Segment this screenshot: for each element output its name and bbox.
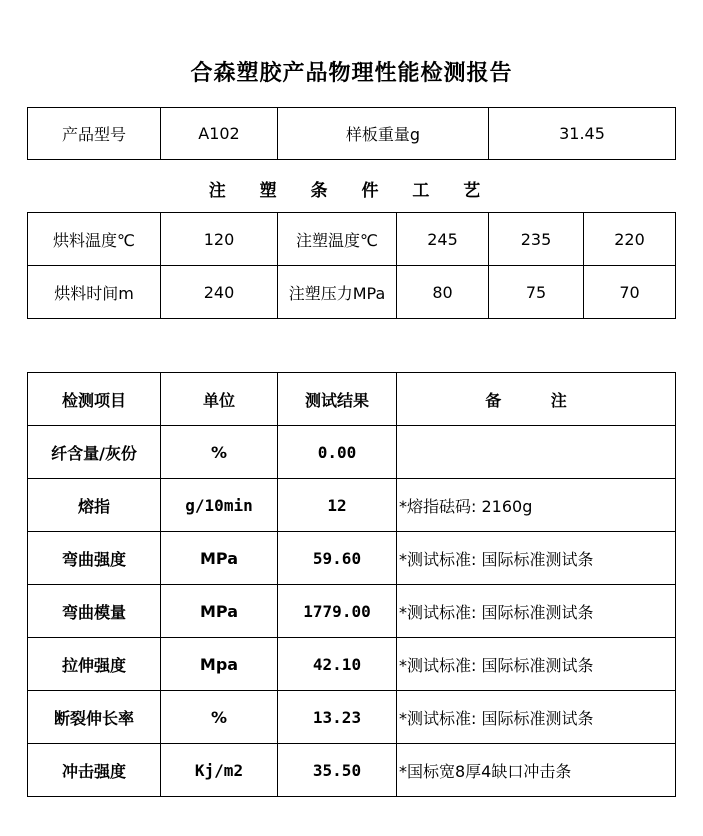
row-note: *测试标准: 国际标准测试条 (397, 638, 676, 691)
dry-temp-label: 烘料温度℃ (28, 213, 161, 266)
inj-temp-value-2: 235 (489, 213, 584, 266)
table-row (28, 744, 676, 797)
header-result: 测试结果 (278, 373, 397, 426)
product-info-table (27, 107, 676, 160)
dry-time-value: 240 (161, 266, 278, 319)
model-value: A102 (161, 108, 278, 160)
inj-pressure-value-3: 70 (584, 266, 676, 319)
temperature-row (28, 213, 676, 266)
row-item: 弯曲模量 (28, 585, 161, 638)
table-row (28, 479, 676, 532)
row-note (397, 426, 676, 479)
conditions-table (27, 212, 676, 319)
results-header-row (28, 373, 676, 426)
row-result: 1779.00 (278, 585, 397, 638)
header-note: 备 注 (397, 373, 676, 426)
inj-temp-label: 注塑温度℃ (278, 213, 397, 266)
inj-pressure-value-1: 80 (397, 266, 489, 319)
inj-temp-value-1: 245 (397, 213, 489, 266)
row-note: *熔指砝码: 2160g (397, 479, 676, 532)
table-row (28, 638, 676, 691)
row-result: 59.60 (278, 532, 397, 585)
table-row (28, 585, 676, 638)
weight-value: 31.45 (489, 108, 676, 160)
product-info-row (28, 108, 676, 160)
row-unit: Mpa (161, 638, 278, 691)
row-unit: MPa (161, 585, 278, 638)
header-unit: 单位 (161, 373, 278, 426)
row-unit: % (161, 426, 278, 479)
table-row (28, 426, 676, 479)
row-unit: % (161, 691, 278, 744)
row-item: 拉伸强度 (28, 638, 161, 691)
report-title: 合森塑胶产品物理性能检测报告 (190, 61, 513, 86)
row-note: *国标宽8厚4缺口冲击条 (397, 744, 676, 797)
inj-pressure-value-2: 75 (489, 266, 584, 319)
dry-time-label: 烘料时间m (28, 266, 161, 319)
row-item: 冲击强度 (28, 744, 161, 797)
time-pressure-row (28, 266, 676, 319)
weight-label: 样板重量g (278, 108, 489, 160)
table-row (28, 691, 676, 744)
table-row (28, 532, 676, 585)
row-item: 熔指 (28, 479, 161, 532)
row-note: *测试标准: 国际标准测试条 (397, 691, 676, 744)
row-result: 12 (278, 479, 397, 532)
model-label: 产品型号 (28, 108, 161, 160)
row-result: 42.10 (278, 638, 397, 691)
row-unit: MPa (161, 532, 278, 585)
dry-temp-value: 120 (161, 213, 278, 266)
results-table (27, 372, 676, 797)
row-result: 35.50 (278, 744, 397, 797)
row-note: *测试标准: 国际标准测试条 (397, 585, 676, 638)
header-item: 检测项目 (28, 373, 161, 426)
row-item: 纤含量/灰份 (28, 426, 161, 479)
row-item: 断裂伸长率 (28, 691, 161, 744)
row-item: 弯曲强度 (28, 532, 161, 585)
row-result: 0.00 (278, 426, 397, 479)
row-unit: g/10min (161, 479, 278, 532)
inj-temp-value-3: 220 (584, 213, 676, 266)
row-note: *测试标准: 国际标准测试条 (397, 532, 676, 585)
row-unit: Kj/m2 (161, 744, 278, 797)
inj-pressure-label: 注塑压力MPa (278, 266, 397, 319)
row-result: 13.23 (278, 691, 397, 744)
section-title: 注 塑 条 件 工 艺 (208, 181, 495, 201)
